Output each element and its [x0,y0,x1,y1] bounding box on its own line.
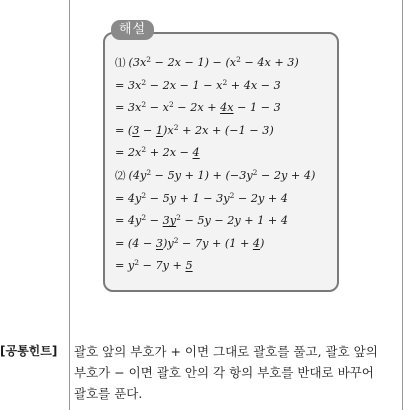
problem-2-line [115,165,339,188]
step-3: = $(3 - 1)x^2 + 2x + (-1 - 3)$ [115,122,274,137]
right-margin-rule [402,0,403,410]
common-hint-label: [공통힌트] [0,344,58,358]
step-line [115,75,339,98]
step-line [115,97,339,120]
common-hint-text [74,341,400,404]
step-line [115,142,339,165]
step-line [115,255,339,278]
step-line [115,188,339,211]
solution-lines [115,52,339,278]
step-line [115,233,339,256]
step-8: = $y^2 - 7y + 5$ [115,258,193,273]
step-5: = $4y^2 - 5y + 1 - 3y^2 - 2y + 4$ [115,190,288,205]
problem-2-expression: $(4y^2 - 5y + 1) + (-3y^2 - 2y + 4)$ [128,167,316,182]
problem-1-expression: $(3x^2 - 2x - 1) - (x^2 - 4x + 3)$ [128,55,299,69]
problem-1-line [115,52,339,75]
solution-tag: 해설 [111,20,154,40]
step-line [115,120,339,143]
hint-line: 부호가 − 이면 괄호 안의 각 항의 부호를 반대로 바꾸어 [74,365,374,380]
step-1: = $3x^2 - 2x - 1 - x^2 + 4x - 3$ [115,77,281,92]
step-2: = $3x^2 - x^2 - 2x + 4x - 1 - 3$ [115,100,281,115]
step-6: = $4y^2 - 3y^2 - 5y - 2y + 1 + 4$ [115,213,288,228]
step-7: = $(4 - 3)y^2 - 7y + (1 + 4)$ [115,235,265,250]
step-4: = $2x^2 + 2x - 4$ [115,145,200,160]
left-margin-rule [69,0,70,410]
step-line [115,210,339,233]
problem-2-label: ⑵ [115,169,126,182]
problem-1-label: ⑴ [115,57,126,69]
hint-line: 괄호를 푼다. [74,386,143,401]
hint-line: 괄호 앞의 부호가 + 이면 그대로 괄호를 풀고, 괄호 앞의 [74,344,378,359]
